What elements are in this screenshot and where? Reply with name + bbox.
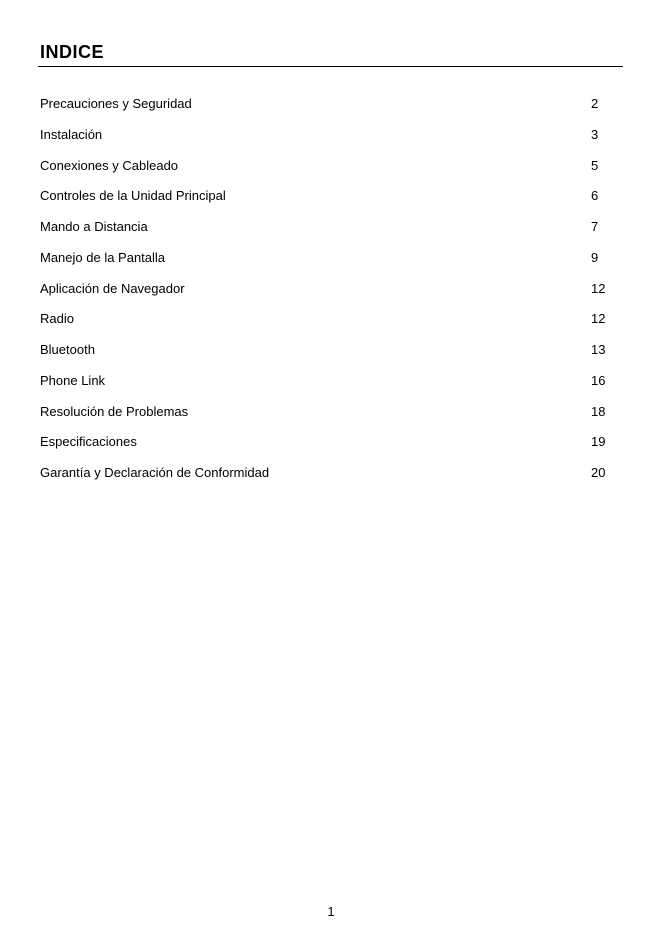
toc-entry-label: Precauciones y Seguridad — [40, 96, 192, 111]
toc-entry-page: 13 — [591, 342, 606, 357]
toc-entry-page: 2 — [591, 96, 599, 111]
toc-entry-page: 6 — [591, 188, 599, 204]
toc-entry — [40, 186, 620, 217]
toc-entry-label: Conexiones y Cableado — [40, 157, 179, 173]
toc-entry-label: Mando a Distancia — [40, 219, 148, 234]
toc-entry-label: Garantía y Declaración de Conformidad — [40, 465, 270, 480]
toc-entry — [40, 432, 620, 463]
toc-entry-page: 9 — [591, 249, 599, 265]
toc-entry — [40, 125, 620, 156]
toc-entry — [40, 217, 620, 248]
toc-entry — [40, 402, 620, 433]
toc-entry-label: Radio — [40, 311, 74, 327]
toc-entry-label: Controles de la Unidad Principal — [40, 188, 226, 204]
toc-entry-label: Resolución de Problemas — [40, 403, 189, 419]
page-number: 1 — [327, 904, 335, 919]
toc-entry — [40, 94, 620, 125]
toc-entry-label: Bluetooth — [40, 342, 95, 357]
toc-entry-label: Phone Link — [40, 372, 106, 388]
toc-entry-page: 20 — [591, 465, 606, 480]
table-of-contents — [40, 94, 620, 494]
toc-entry-page: 12 — [591, 311, 606, 327]
toc-entry — [40, 463, 620, 494]
page-title: INDICE — [40, 42, 105, 62]
toc-entry — [40, 371, 620, 402]
toc-entry-page: 3 — [591, 126, 599, 142]
toc-entry-label: Especificaciones — [40, 434, 137, 450]
toc-entry-label: Aplicación de Navegador — [40, 280, 185, 296]
toc-entry-page: 5 — [591, 157, 599, 173]
toc-entry-page: 12 — [591, 280, 606, 296]
toc-entry — [40, 279, 620, 310]
toc-entry — [40, 340, 620, 371]
toc-entry-label: Manejo de la Pantalla — [40, 249, 166, 265]
toc-entry-page: 16 — [591, 372, 606, 388]
toc-entry-page: 7 — [591, 219, 599, 234]
toc-entry-label: Instalación — [40, 126, 103, 142]
toc-entry — [40, 309, 620, 340]
title-divider — [38, 66, 623, 67]
toc-entry — [40, 248, 620, 279]
toc-entry-page: 19 — [591, 434, 606, 450]
toc-entry — [40, 156, 620, 187]
toc-entry-page: 18 — [591, 403, 606, 419]
